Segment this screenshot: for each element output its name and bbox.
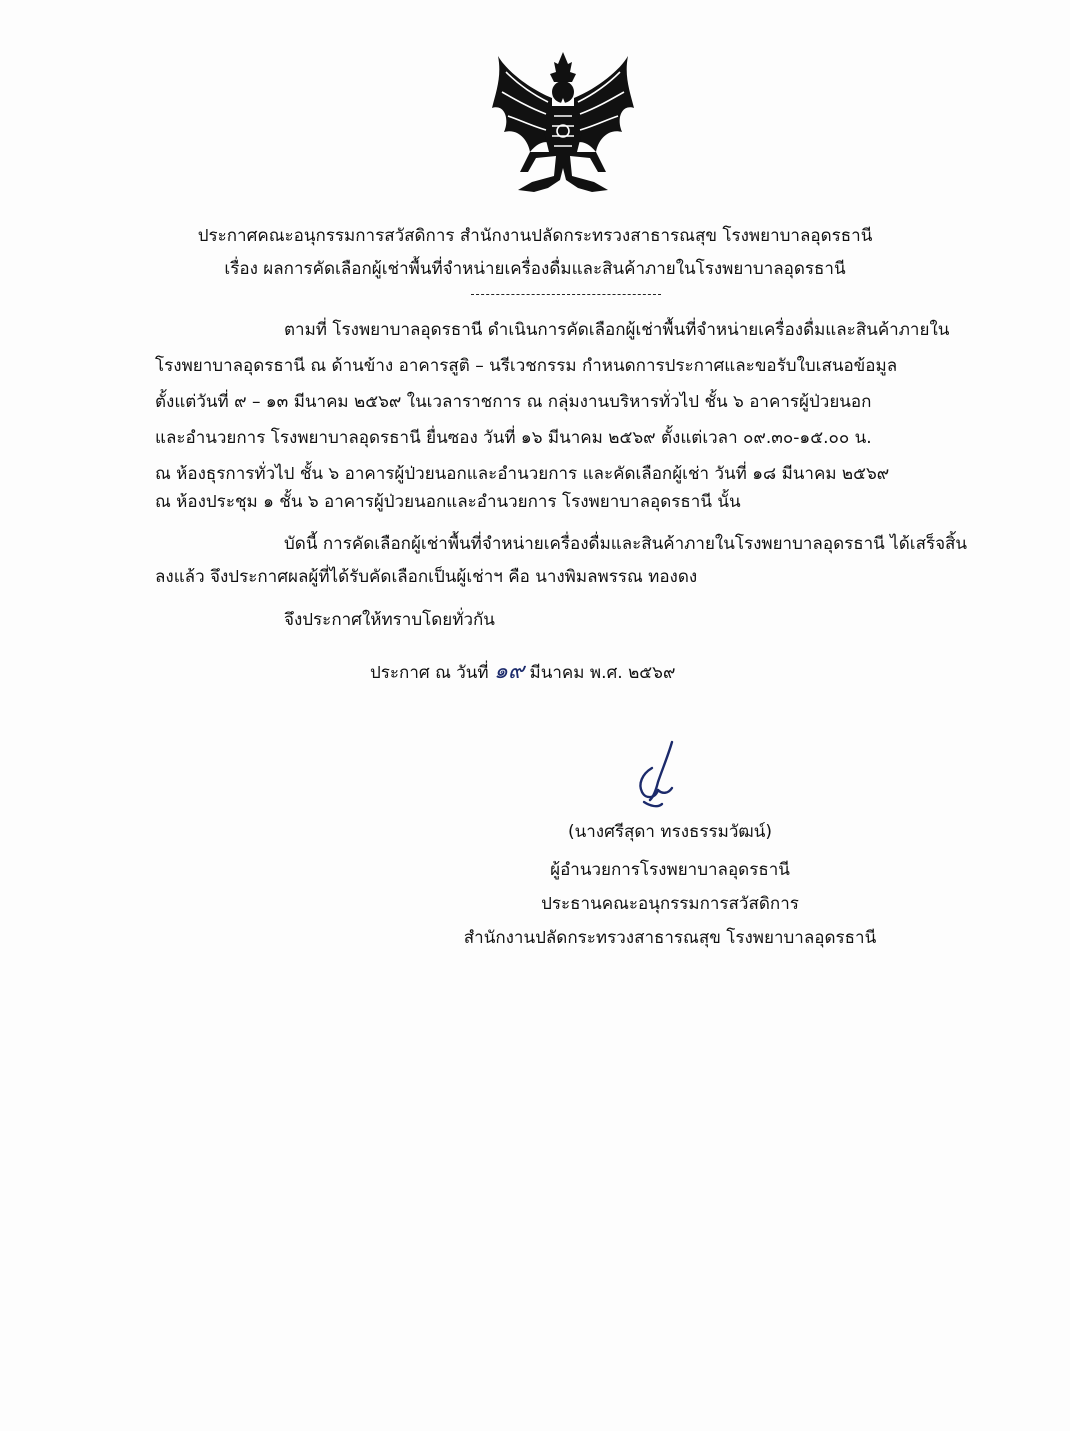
date-suffix: มีนาคม พ.ศ. ๒๕๖๙ [529, 663, 676, 683]
announcement-subject: เรื่อง ผลการคัดเลือกผู้เช่าพื้นที่จำหน่ายเครื่องดื่มและสินค้าภายในโรงพยาบาลอุดรธานี [224, 259, 846, 279]
paragraph1-line1: ตามที่ โรงพยาบาลอุดรธานี ดำเนินการคัดเลือกผู้เช่าพื้นที่จำหน่ายเครื่องดื่มและสินค้าภายใน [284, 320, 950, 340]
signatory-position-office: สำนักงานปลัดกระทรวงสาธารณสุข โรงพยาบาลอุดรธานี [463, 928, 877, 948]
announcement-date [370, 660, 675, 685]
date-prefix: ประกาศ ณ วันที่ [370, 663, 489, 683]
signatory-position-chair: ประธานคณะอนุกรรมการสวัสดิการ [541, 894, 799, 914]
paragraph1-line6: ณ ห้องประชุม ๑ ชั้น ๖ อาคารผู้ป่วยนอกและอำนวยการ โรงพยาบาลอุดรธานี นั้น [155, 492, 741, 512]
paragraph2-line1: บัดนี้ การคัดเลือกผู้เช่าพื้นที่จำหน่ายเครื่องดื่มและสินค้าภายในโรงพยาบาลอุดรธานี ได้เสร็จสิ้น [284, 534, 968, 554]
handwritten-signature-icon [628, 738, 698, 810]
signatory-name: (นางศรีสุดา ทรงธรรมวัฒน์) [567, 822, 773, 842]
closing-statement: จึงประกาศให้ทราบโดยทั่วกัน [284, 610, 495, 630]
announcement-title: ประกาศคณะอนุกรรมการสวัสดิการ สำนักงานปลัดกระทรวงสาธารณสุข โรงพยาบาลอุดรธานี [197, 226, 873, 246]
paragraph1-line5: ณ ห้องธุรการทั่วไป ชั้น ๖ อาคารผู้ป่วยนอกและอำนวยการ และคัดเลือกผู้เช่า วันที่ ๑๘ มีนาคม ๒๕๖๙ [155, 464, 890, 484]
garuda-emblem-icon [488, 48, 638, 198]
paragraph2-line2: ลงแล้ว จึงประกาศผลผู้ที่ได้รับคัดเลือกเป็นผู้เช่าฯ คือ นางพิมลพรรณ ทองดง [155, 567, 698, 587]
paragraph1-line4: และอำนวยการ โรงพยาบาลอุดรธานี ยื่นซอง วันที่ ๑๖ มีนาคม ๒๕๖๙ ตั้งแต่เวลา ๐๙.๓๐-๑๕.๐๐ น. [155, 428, 872, 448]
paragraph1-line2: โรงพยาบาลอุดรธานี ณ ด้านข้าง อาคารสูติ – นรีเวชกรรม กำหนดการประกาศและขอรับใบเสนอข้อมูล [155, 356, 898, 376]
paragraph1-line3: ตั้งแต่วันที่ ๙ – ๑๓ มีนาคม ๒๕๖๙ ในเวลาราชการ ณ กลุ่มงานบริหารทั่วไป ชั้น ๖ อาคารผู้ป่วยนอก [155, 392, 872, 412]
header-divider [471, 294, 661, 295]
date-day-handwritten: ๑๙ [494, 659, 525, 684]
signatory-position-director: ผู้อำนวยการโรงพยาบาลอุดรธานี [550, 860, 790, 880]
